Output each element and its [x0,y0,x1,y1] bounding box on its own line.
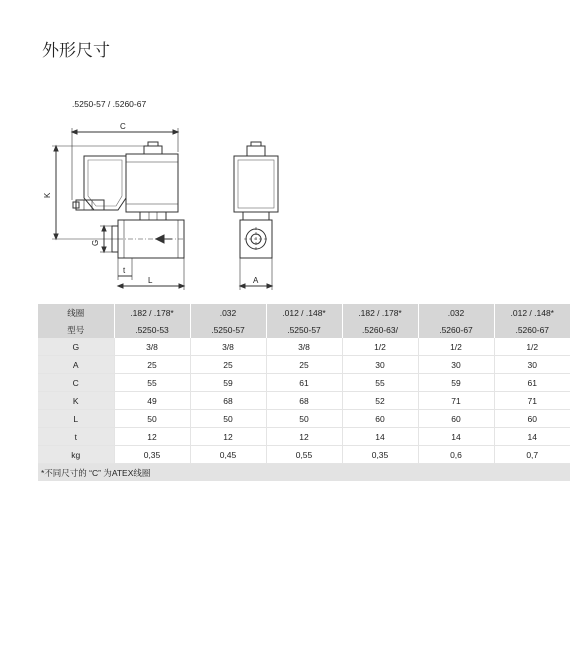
table-cell: .5260-63/ [342,321,418,338]
table-cell: .182 / .178* [114,304,190,321]
row-label: K [38,392,114,410]
table-cell: 0,55 [266,446,342,464]
table-cell: 3/8 [114,338,190,356]
row-label: 线圈 [38,304,114,321]
table-cell: .032 [190,304,266,321]
table-cell: 60 [418,410,494,428]
table-cell: 3/8 [266,338,342,356]
table-cell: 3/8 [190,338,266,356]
row-label: G [38,338,114,356]
table-cell: 50 [114,410,190,428]
table-cell: 12 [114,428,190,446]
table-cell: 1/2 [418,338,494,356]
table-cell: 68 [190,392,266,410]
table-cell: 71 [494,392,570,410]
table-cell: 12 [266,428,342,446]
row-label: 型号 [38,321,114,338]
table-cell: .182 / .178* [342,304,418,321]
table-cell: 0,35 [114,446,190,464]
table-row [38,356,570,374]
table-cell: 14 [342,428,418,446]
table-cell: .5260-67 [418,321,494,338]
table-row [38,338,570,356]
table-cell: 30 [342,356,418,374]
table-cell: 25 [266,356,342,374]
table-cell: 1/2 [494,338,570,356]
table-cell: 68 [266,392,342,410]
table-cell: 59 [418,374,494,392]
table-cell: 30 [418,356,494,374]
table-header-row [38,304,570,321]
dim-label-t: t [123,266,126,275]
table-row [38,374,570,392]
drawing-caption: .5250-57 / .5260-67 [72,99,147,109]
table-cell: 60 [342,410,418,428]
table-header-row [38,321,570,338]
table-cell: .5250-57 [266,321,342,338]
table-cell: 14 [418,428,494,446]
dim-label-g: G [91,239,100,246]
row-label: A [38,356,114,374]
table-row [38,392,570,410]
row-label: C [38,374,114,392]
table-footnote: *不同尺寸的 “C” 为ATEX线圈 [38,464,570,482]
table-cell: .012 / .148* [266,304,342,321]
table-cell: 0,6 [418,446,494,464]
table-cell: 50 [190,410,266,428]
page-title: 外形尺寸 [42,41,110,61]
table-cell: 25 [114,356,190,374]
row-label: L [38,410,114,428]
row-label: kg [38,446,114,464]
table-cell: 30 [494,356,570,374]
valve-dimension-drawing [40,118,280,290]
table-cell: 52 [342,392,418,410]
table-row [38,446,570,464]
table-cell: 59 [190,374,266,392]
dim-label-c: C [120,122,126,131]
table-cell: 50 [266,410,342,428]
table-cell: 0,45 [190,446,266,464]
table-cell: 12 [190,428,266,446]
dim-label-a: A [253,276,259,285]
table-cell: 14 [494,428,570,446]
table-cell: 1/2 [342,338,418,356]
table-row [38,410,570,428]
table-row [38,428,570,446]
table-cell: .5250-53 [114,321,190,338]
table-cell: .012 / .148* [494,304,570,321]
row-label: t [38,428,114,446]
table-cell: 60 [494,410,570,428]
table-cell: 49 [114,392,190,410]
table-cell: 61 [266,374,342,392]
table-cell: 25 [190,356,266,374]
spec-table [38,304,570,481]
table-cell: 0,7 [494,446,570,464]
dim-label-k: K [43,192,52,198]
table-cell: 55 [342,374,418,392]
table-cell: .032 [418,304,494,321]
table-cell: 61 [494,374,570,392]
table-cell: 0,35 [342,446,418,464]
table-cell: 55 [114,374,190,392]
table-cell: .5250-57 [190,321,266,338]
table-cell: 71 [418,392,494,410]
table-footnote-row [38,464,570,482]
dim-label-l: L [148,276,153,285]
table-cell: .5260-67 [494,321,570,338]
